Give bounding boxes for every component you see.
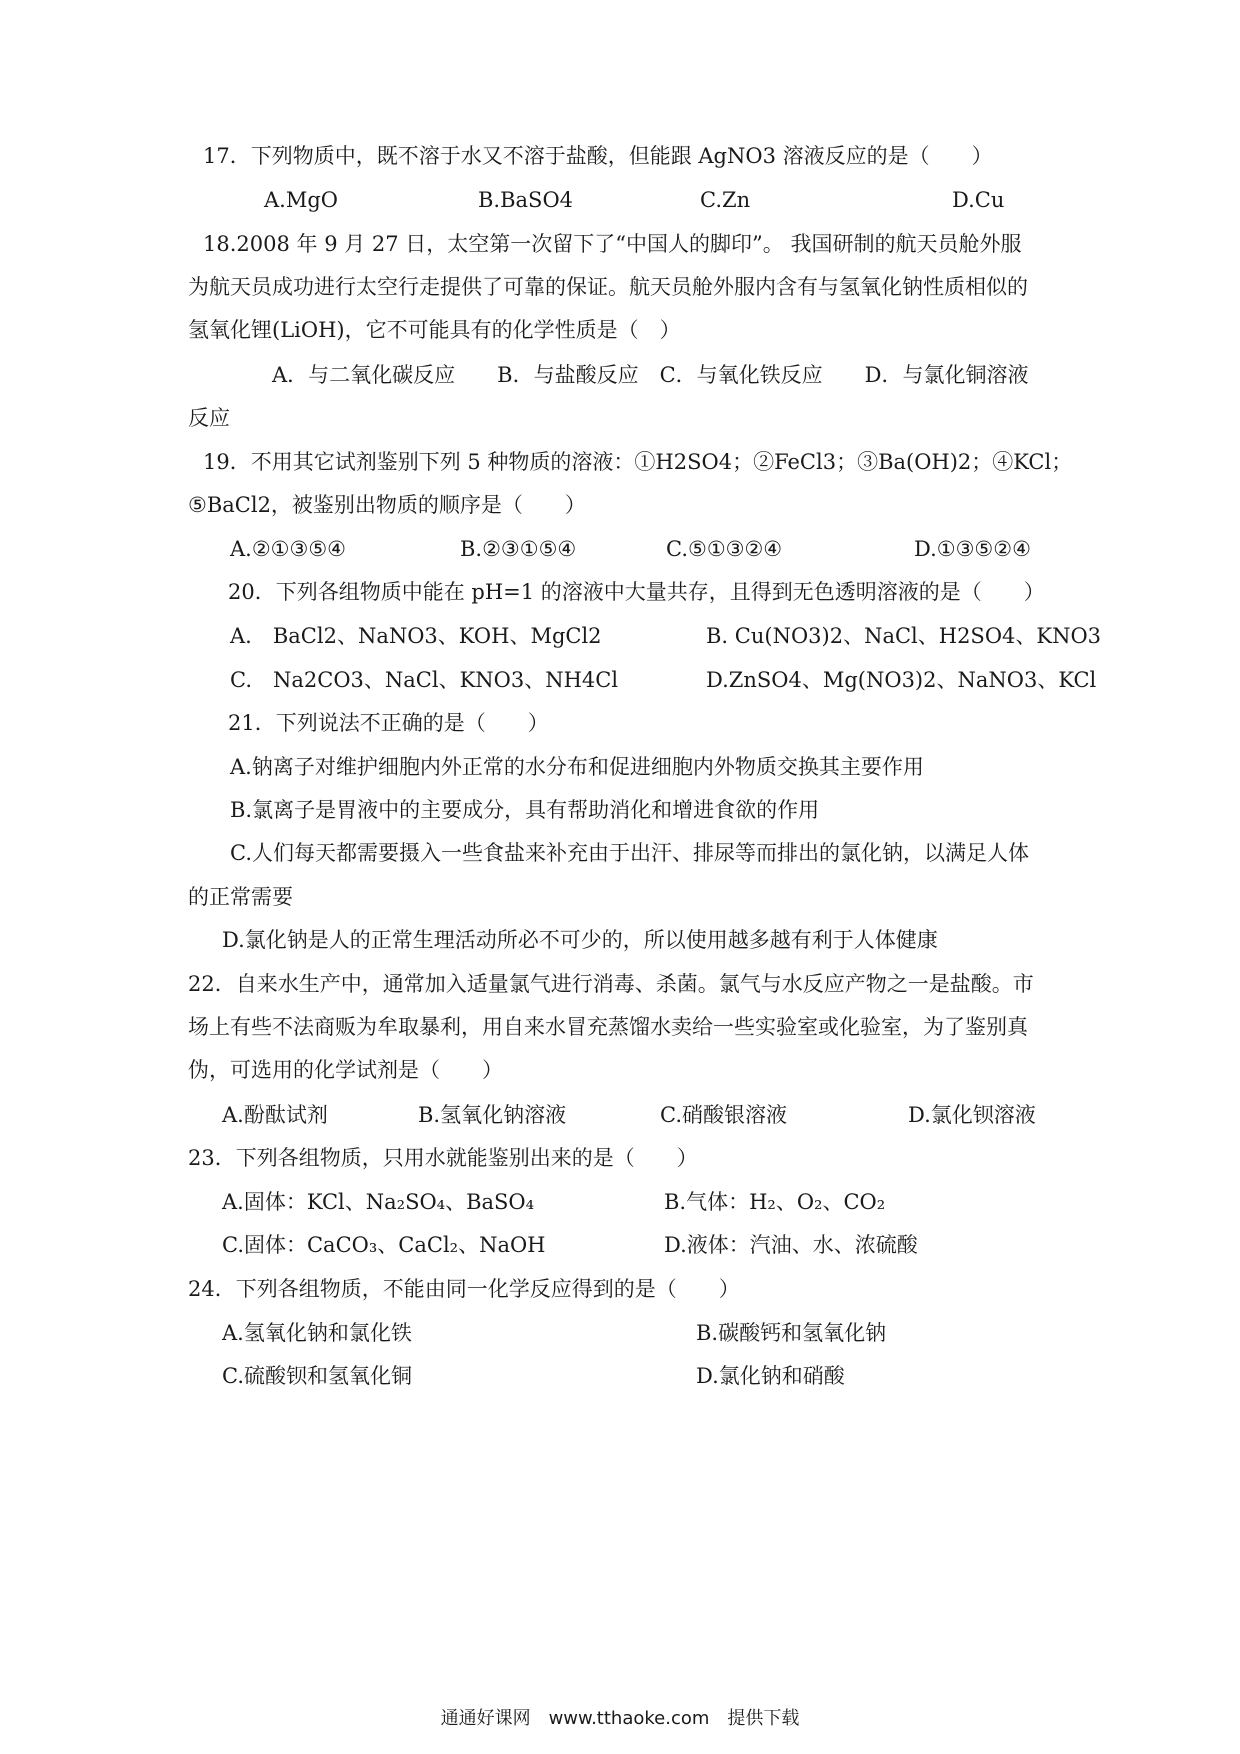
q22-stem-line2: 场上有些不法商贩为牟取暴利，用自来水冒充蒸馏水卖给一些实验室或化验室，为了鉴别真: [188, 1015, 1028, 1039]
q22-stem-line3: 伪，可选用的化学试剂是（ ）: [188, 1058, 503, 1082]
q23-options-row2: [0, 1230, 1240, 1260]
q22-options: [0, 1100, 1240, 1130]
q21-option-d: D.氯化钠是人的正常生理活动所必不可少的，所以使用越多越有利于人体健康: [222, 928, 938, 952]
q23-option-c: C.固体：CaCO₃、CaCl₂、NaOH: [222, 1233, 546, 1257]
q21-stem: 21．下列说法不正确的是（ ）: [228, 711, 549, 735]
q17-stem: 17．下列物质中，既不溶于水又不溶于盐酸，但能跟 AgNO3 溶液反应的是（ ）: [203, 144, 993, 168]
q21-option-c-line2: 的正常需要: [188, 885, 293, 909]
q19-option-a: A.②①③⑤④: [230, 537, 346, 561]
q20-options-row1: [0, 621, 1240, 651]
q24-option-c: C.硫酸钡和氢氧化铜: [222, 1364, 412, 1388]
q24-option-d: D.氯化钠和硝酸: [696, 1364, 845, 1388]
q23-option-d: D.液体：汽油、水、浓硫酸: [664, 1233, 918, 1257]
q18-stem-line3: 氢氧化锂(LiOH)，它不可能具有的化学性质是（ ）: [188, 318, 681, 342]
q19-stem-line1: 19．不用其它试剂鉴别下列 5 种物质的溶液：①H2SO4；②FeCl3；③Ba(OH)2；④KCl；: [203, 450, 1073, 474]
q19-option-b: B.②③①⑤④: [460, 537, 577, 561]
q17-options: [0, 185, 1240, 215]
q21-option-c-line1: C.人们每天都需要摄入一些食盐来补充由于出汗、排尿等而排出的氯化钠，以满足人体: [230, 841, 1029, 865]
q20-stem: 20．下列各组物质中能在 pH=1 的溶液中大量共存，且得到无色透明溶液的是（ ）: [228, 580, 1045, 604]
q18-options: A．与二氧化碳反应 B．与盐酸反应 C．与氧化铁反应 D．与氯化铜溶液: [272, 363, 1029, 387]
q20-option-d: D.ZnSO4、Mg(NO3)2、NaNO3、KCl: [706, 668, 1097, 692]
q23-option-a: A.固体：KCl、Na₂SO₄、BaSO₄: [222, 1190, 535, 1214]
q21-option-b: B.氯离子是胃液中的主要成分，具有帮助消化和增进食欲的作用: [230, 798, 820, 822]
q21-option-a: A.钠离子对维护细胞内外正常的水分布和促进细胞内外物质交换其主要作用: [230, 755, 924, 779]
q20-options-row2: [0, 665, 1240, 695]
q22-option-b: B.氢氧化钠溶液: [418, 1103, 567, 1127]
q19-option-c: C.⑤①③②④: [666, 537, 783, 561]
q20-option-a: A. BaCl2、NaNO3、KOH、MgCl2: [230, 624, 602, 648]
q19-stem-line2: ⑤BaCl2，被鉴别出物质的顺序是（ ）: [188, 493, 586, 517]
q18-stem-line2: 为航天员成功进行太空行走提供了可靠的保证。航天员舱外服内含有与氢氧化钠性质相似的: [188, 275, 1028, 299]
q22-option-d: D.氯化钡溶液: [908, 1103, 1036, 1127]
q20-option-b: B. Cu(NO3)2、NaCl、H2SO4、KNO3: [706, 624, 1102, 648]
q23-option-b: B.气体：H₂、O₂、CO₂: [664, 1190, 886, 1214]
q20-option-c: C. Na2CO3、NaCl、KNO3、NH4Cl: [230, 668, 619, 692]
q22-stem-line1: 22．自来水生产中，通常加入适量氯气进行消毒、杀菌。氯气与水反应产物之一是盐酸。市: [188, 972, 1034, 996]
q24-options-row2: [0, 1361, 1240, 1391]
q17-option-b: B.BaSO4: [478, 188, 574, 212]
q24-option-a: A.氢氧化钠和氯化铁: [222, 1321, 412, 1345]
q19-option-d: D.①③⑤②④: [914, 537, 1031, 561]
q17-option-d: D.Cu: [952, 188, 1005, 212]
q23-stem: 23．下列各组物质，只用水就能鉴别出来的是（ ）: [188, 1146, 698, 1170]
q24-options-row1: [0, 1318, 1240, 1348]
q18-options-wrap: 反应: [188, 406, 230, 430]
q18-stem-line1: 18.2008 年 9 月 27 日，太空第一次留下了“中国人的脚印”。 我国研制的航天员舱外服: [203, 232, 1022, 256]
q24-option-b: B.碳酸钙和氢氧化钠: [696, 1321, 887, 1345]
q17-option-a: A.MgO: [264, 188, 339, 212]
q23-options-row1: [0, 1187, 1240, 1217]
q19-options: [0, 534, 1240, 564]
q22-option-c: C.硝酸银溶液: [660, 1103, 787, 1127]
q17-option-c: C.Zn: [700, 188, 751, 212]
q24-stem: 24．下列各组物质，不能由同一化学反应得到的是（ ）: [188, 1277, 740, 1301]
footer-source: 通通好课网 www.tthaoke.com 提供下载: [440, 1708, 800, 1729]
q22-option-a: A.酚酞试剂: [222, 1103, 328, 1127]
